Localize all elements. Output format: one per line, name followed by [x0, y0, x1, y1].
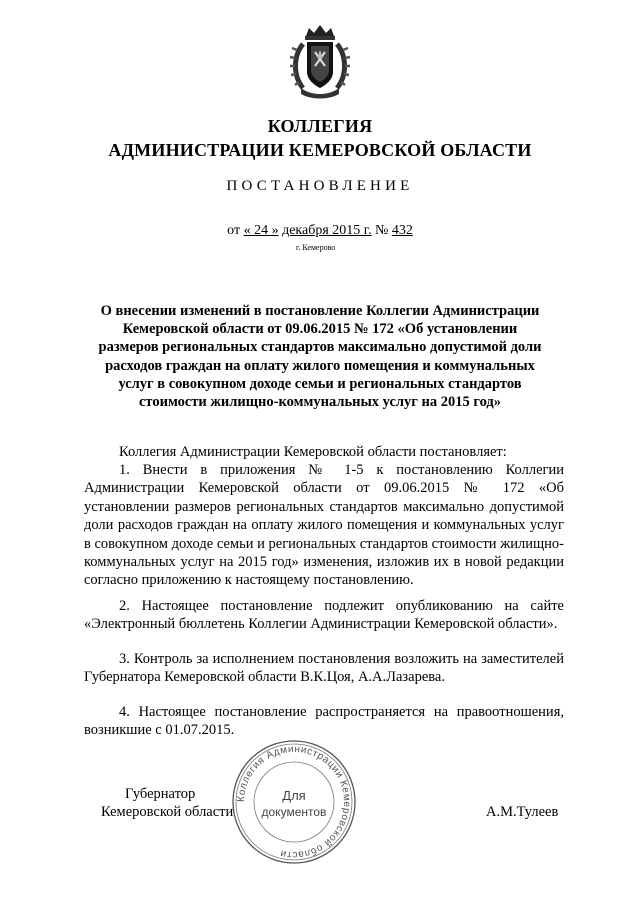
- date-prefix: от: [227, 223, 241, 238]
- org-name-line1: КОЛЛЕГИЯ: [267, 116, 373, 136]
- coat-of-arms-icon: [289, 22, 351, 100]
- stamp-ring-text: Коллегия Администрации Кемеровской области: [235, 743, 353, 861]
- intro-text: Коллегия Администрации Кемеровской области постановляет:: [119, 444, 507, 460]
- signer-position-line2: Кемеровской области: [101, 804, 234, 820]
- number-label: №: [374, 223, 389, 238]
- official-stamp: [230, 738, 358, 866]
- date-month-year: декабря 2015 г.: [282, 223, 372, 238]
- paragraph-2: [84, 597, 564, 634]
- paragraph-text: 1. Внести в приложения № 1-5 к постановлению Коллегии Администрации Кемеровской области от 09.06.2015 № 172 «Об установлении размеров региональных стандартов максимально допустимой доли расходов граждан на оплату жилого помещения и коммунальных услуг в совокупном доходе семьи и региональных стандартов стоимости жилищно-коммунальных услуг на 2015 год» изменения, изложив их в новой редакции согласно приложению к настоящему постановлению.: [84, 462, 564, 589]
- paragraph-text: 4. Настоящее постановление распространяется на правоотношения, возникшие с 01.07.2015.: [84, 704, 564, 739]
- date-line: [0, 223, 640, 239]
- signer-name: А.М.Тулеев: [486, 804, 559, 820]
- doc-title: О внесении изменений в постановление Коллегии Администрации Кемеровской области от 09.06.2015 № 172 «Об установлении размеров региональных стандартов максимально допустимой доли расходов граждан на оплату жилого помещения и коммунальных услуг в совокупном доходе семьи и региональных стандартов стоимости жилищно-коммунальных услуг на 2015 год»: [98, 303, 542, 411]
- stamp-center-line2: документов: [261, 805, 327, 819]
- date-day: « 24 »: [243, 223, 279, 238]
- doc-type: ПОСТАНОВЛЕНИЕ: [226, 178, 414, 194]
- org-name-line2: АДМИНИСТРАЦИИ КЕМЕРОВСКОЙ ОБЛАСТИ: [108, 140, 532, 160]
- paragraph-text: 3. Контроль за исполнением постановления возложить на заместителей Губернатора Кемеровской области В.К.Цоя, А.А.Лазарева.: [84, 651, 564, 686]
- paragraph-3: [84, 650, 564, 687]
- signer-position-line1: Губернатор: [125, 786, 196, 802]
- paragraph-text: 2. Настоящее постановление подлежит опубликованию на сайте «Электронный бюллетень Коллегии Администрации Кемеровской области».: [84, 598, 564, 633]
- city: г. Кемерово: [296, 243, 336, 252]
- paragraph-4: [84, 703, 564, 740]
- stamp-center-line1: Для: [282, 788, 306, 803]
- doc-number: 432: [391, 223, 413, 238]
- paragraph-1: [84, 461, 564, 590]
